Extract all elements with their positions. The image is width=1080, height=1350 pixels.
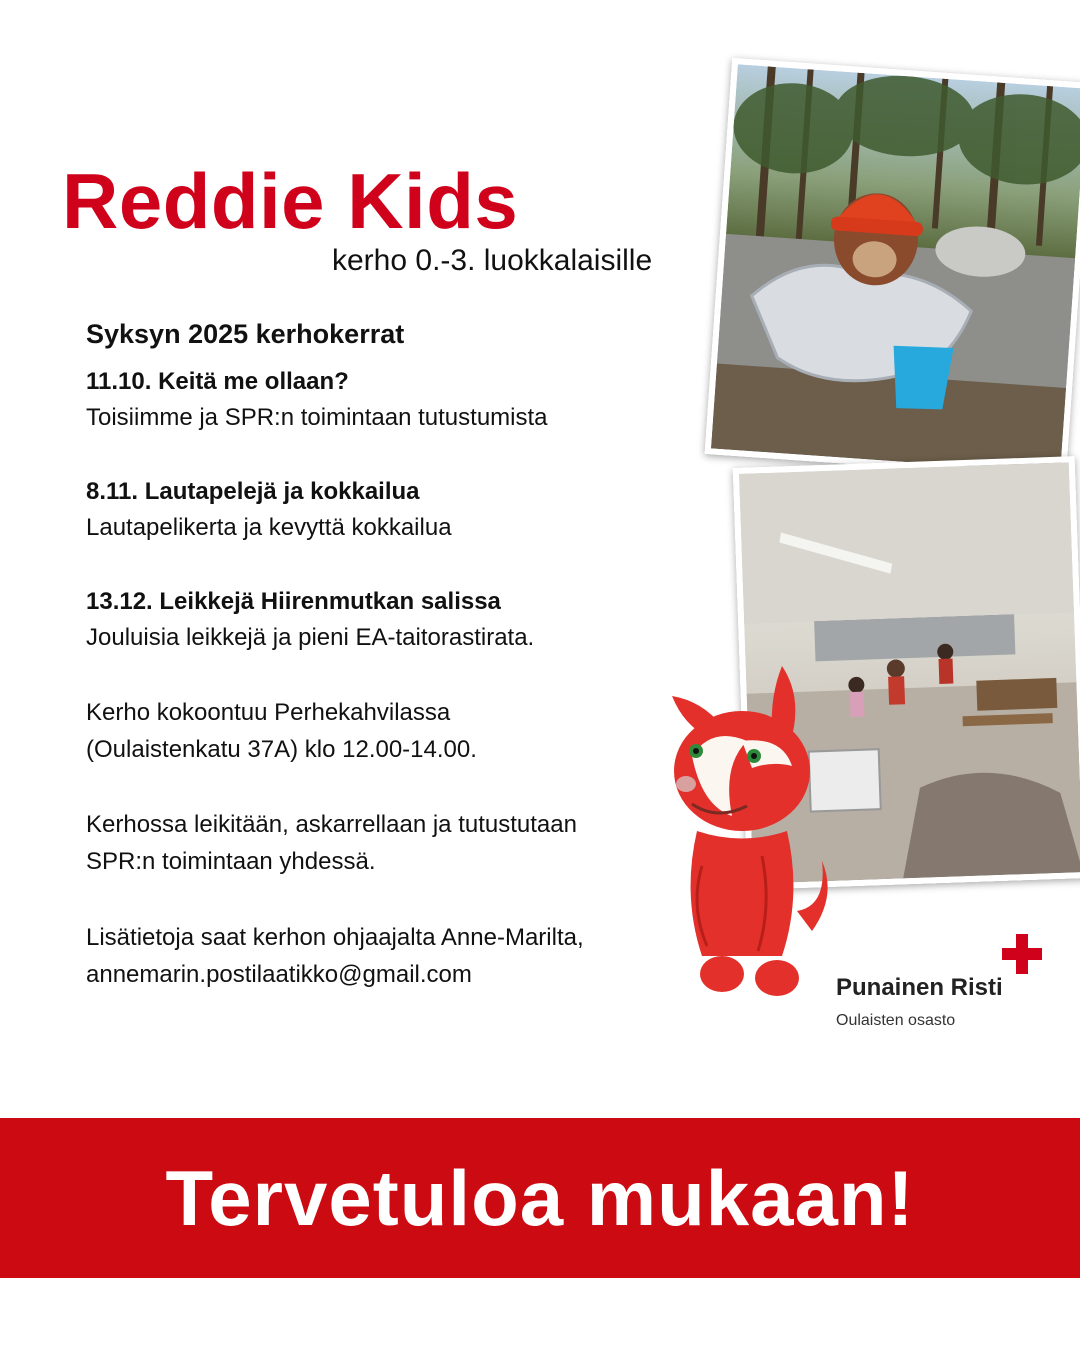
- activities-paragraph: [86, 806, 686, 880]
- session-title: 13.12. Leikkejä Hiirenmutkan salissa: [86, 587, 501, 615]
- session-item: [86, 474, 686, 546]
- location-line: Kerho kokoontuu Perhekahvilassa: [86, 698, 451, 726]
- poster-title: Reddie Kids: [62, 157, 519, 245]
- forest-photo-illustration: [711, 64, 1080, 472]
- location-paragraph: [86, 694, 686, 768]
- forest-photo: [705, 58, 1080, 479]
- session-description: Toisiimme ja SPR:n toimintaan tutustumista: [86, 403, 548, 431]
- activities-line: Kerhossa leikitään, askarrellaan ja tutustutaan: [86, 811, 577, 839]
- contact-email: annemarin.postilaatikko@gmail.com: [86, 960, 472, 988]
- activities-line: SPR:n toimintaan yhdessä.: [86, 848, 376, 876]
- schedule-heading: Syksyn 2025 kerhokerrat: [86, 319, 405, 349]
- red-cross-logo: [834, 930, 1054, 1040]
- welcome-banner: [0, 1118, 1080, 1278]
- welcome-text: Tervetuloa mukaan!: [165, 1153, 915, 1242]
- session-item: [86, 364, 686, 436]
- session-item: [86, 584, 686, 656]
- contact-line: Lisätietoja saat kerhon ohjaajalta Anne-Marilta,: [86, 923, 584, 951]
- location-line: (Oulaistenkatu 37A) klo 12.00-14.00.: [86, 735, 477, 763]
- organization-branch: Oulaisten osasto: [836, 1012, 956, 1029]
- session-description: Lautapelikerta ja kevyttä kokkailua: [86, 513, 452, 541]
- red-cross-icon: [1002, 934, 1042, 974]
- poster-subtitle: kerho 0.-3. luokkalaisille: [332, 244, 653, 277]
- reddie-mascot-illustration: [662, 656, 842, 1001]
- session-title: 8.11. Lautapelejä ja kokkailua: [86, 477, 420, 505]
- contact-paragraph: [86, 919, 686, 993]
- info-section: [86, 694, 686, 993]
- session-title: 11.10. Keitä me ollaan?: [86, 367, 349, 395]
- organization-name: Punainen Risti: [836, 974, 1003, 1001]
- session-description: Jouluisia leikkejä ja pieni EA-taitorastirata.: [86, 623, 535, 651]
- schedule-section: [86, 318, 686, 1031]
